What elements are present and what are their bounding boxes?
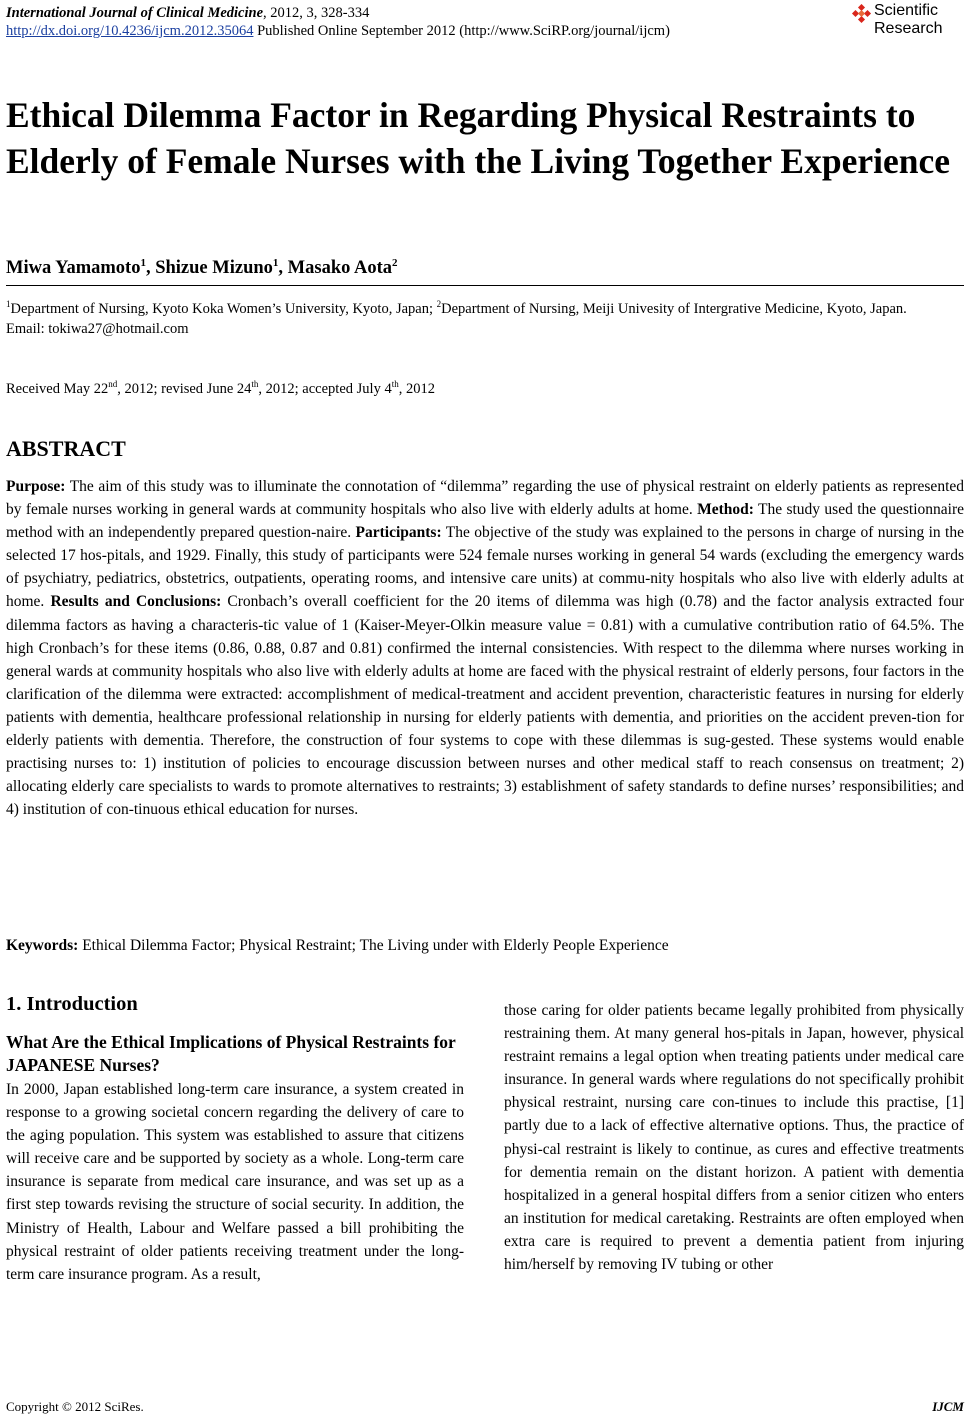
received-date: Received May 22 bbox=[6, 380, 109, 397]
keywords-text: Ethical Dilemma Factor; Physical Restraint; The Living under with Elderly People Experience bbox=[78, 937, 669, 954]
published-online: Published Online September 2012 (http://www.SciRP.org/journal/ijcm) bbox=[253, 23, 670, 39]
accepted-year: , 2012 bbox=[398, 380, 435, 397]
affiliation-1: Department of Nursing, Kyoto Koka Women’s University, Kyoto, Japan; bbox=[10, 300, 437, 317]
affiliation-lines bbox=[6, 294, 964, 319]
journal-name: International Journal of Clinical Medicine bbox=[6, 5, 264, 21]
author-1-affil: 1 bbox=[140, 257, 146, 269]
method-text: The study used the questionnaire method with an independently prepared question-naire. bbox=[6, 501, 964, 542]
body-column-right: those caring for older patients became legally prohibited from physically restraining them. At many general hos-pitals in Japan, however, physical restraint remains a legal option when treating patients under medical care insurance. In general wards where regulations do not specifically prohibit physical restraint, nursing care con-tinues to include this practise, [1] partly due to a lack of effective alternative options. Thus, the practice of physi-cal restraint is likely to continue, as cures and effective treatments for dementia remain on the distant horizon. A patient with dementia hospitalized in a general hospital differs from a senior citizen who enters an institution for medical caretaking. Restraints are often employed when extra care is required to prevent a dementia patient from injuring him/herself by removing IV tubing or other bbox=[504, 1002, 964, 1274]
contact-email: Email: tokiwa27@hotmail.com bbox=[6, 320, 189, 337]
author-2: , Shizue Mizuno bbox=[145, 258, 273, 279]
keywords bbox=[6, 937, 964, 955]
author-3-affil: 2 bbox=[391, 257, 398, 269]
citation-volume: , 2012, 3, 328-334 bbox=[263, 5, 370, 21]
affil-2-sup: 2 bbox=[436, 299, 442, 309]
results-label: Results and Conclusions: bbox=[50, 593, 222, 611]
logo-line-2: Research bbox=[874, 20, 943, 37]
received-sup: nd bbox=[108, 379, 118, 389]
author-2-affil: 1 bbox=[272, 257, 279, 269]
accepted-date: , 2012; accepted July 4 bbox=[258, 380, 392, 397]
results-text: Cronbach’s overall coefficient for the 20 items of dilemma was high (0.78) and the factor analysis extracted four dilemma factors as having a characteris-tic value of 1 (Kaiser-Meyer-Olkin measure value = 0.81) with a cumulative contribution ratio of 64.5%. The high Cronbach’s for these items (0.86, 0.88, 0.87 and 0.81) confirmed the internal consistencies. With respect to the dilemma where nurses working in general wards at community hospitals who also live with elderly adults at home are faced with the physical restraint of elderly persons, four factors in the clarification of the dilemma were extracted: accomplishment of medical-treatment and accident prevention, characteristic features in nursing for elderly patients with dementia, healthcare professional relationship in nursing for elderly patients with dementia, and priorities on the accident preven-tion for elderly patients with dementia. Therefore, the construction of four systems to cope with these dilemmas is sug-gested. These systems would enable practising nurses to: 1) institution of policies to encourage discussion between nurses and other medical staff to reach consensus on treatment; 2) allocating elderly care specialists to wards to promote alternatives to restraints; 3) establishment of safety standards to define nurses’ responsibilities; and 4) institution of con-tinuous ethical education for nurses. bbox=[6, 593, 964, 819]
affiliations bbox=[6, 294, 964, 339]
participants-label: Participants: bbox=[355, 524, 442, 542]
method-label: Method: bbox=[697, 501, 754, 519]
author-list bbox=[6, 257, 397, 279]
section-heading-introduction: 1. Introduction bbox=[6, 993, 138, 1015]
participants-text: The objective of the study was explained to the persons in charge of nursing in the selected 17 hos-pitals, and 1929. Finally, this study of participants were 524 female nurses working in general 54 wards (excluding the emergency wards of psychiatry, pediatrics, obstetrics, outpatients, operating rooms, and intensive care units) at commu-nity hospitals who also live with elderly adults at home. bbox=[6, 524, 964, 611]
author-1: Miwa Yamamoto bbox=[6, 258, 141, 279]
keywords-label: Keywords: bbox=[6, 937, 79, 954]
subsection-heading: What Are the Ethical Implications of Physical Restraints for JAPANESE Nurses? bbox=[6, 1032, 456, 1075]
doi-link[interactable]: http://dx.doi.org/10.4236/ijcm.2012.35064 bbox=[6, 23, 254, 39]
affil-1-sup: 1 bbox=[6, 299, 11, 309]
page-footer bbox=[6, 1399, 964, 1415]
logo-wordmark bbox=[874, 2, 942, 38]
abstract-heading: ABSTRACT bbox=[6, 436, 126, 461]
doi-line bbox=[6, 22, 670, 40]
copyright: Copyright © 2012 SciRes. bbox=[6, 1399, 144, 1414]
author-3: , Masako Aota bbox=[278, 258, 392, 279]
running-header bbox=[6, 4, 670, 40]
abstract-body bbox=[6, 475, 964, 821]
affiliation-2: Department of Nursing, Meiji Univesity of Intergrative Medicine, Kyoto, Japan. bbox=[441, 300, 907, 317]
body-column-left: In 2000, Japan established long-term care insurance, a system created in response to a growing societal concern regarding the delivery of care to the aging population. This system was established to assure that citizens will receive care and be supported by society as a whole. Long-term care insurance is separate from medical care insurance, and was set up as a first step towards revising the structure of social security. In addition, the Ministry of Health, Labour and Welfare passed a bill prohibiting the physical restraint of older patients receiving treatment under the long-term care insurance program. As a result, bbox=[6, 1081, 464, 1283]
accepted-sup: th bbox=[391, 379, 399, 389]
header-divider bbox=[6, 285, 964, 286]
scientific-research-logo-icon bbox=[850, 4, 872, 26]
logo-line-1: Scientific bbox=[874, 2, 939, 19]
purpose-text: The aim of this study was to illuminate the connotation of “dilemma” regarding the use of physical restraint on elderly patients as represented by female nurses working in general wards at community hospitals who also live with elderly adults at home. bbox=[6, 478, 964, 519]
journal-abbreviation: IJCM bbox=[932, 1399, 964, 1414]
publisher-logo bbox=[850, 2, 968, 44]
received-dates bbox=[6, 379, 435, 398]
revised-sup: th bbox=[251, 379, 259, 389]
paper-title: Ethical Dilemma Factor in Regarding Physical Restraints to Elderly of Female Nurses with the Living Together Experience bbox=[6, 95, 950, 181]
revised-date: , 2012; revised June 24 bbox=[117, 380, 252, 397]
purpose-label: Purpose: bbox=[6, 478, 66, 495]
journal-citation bbox=[6, 4, 670, 22]
